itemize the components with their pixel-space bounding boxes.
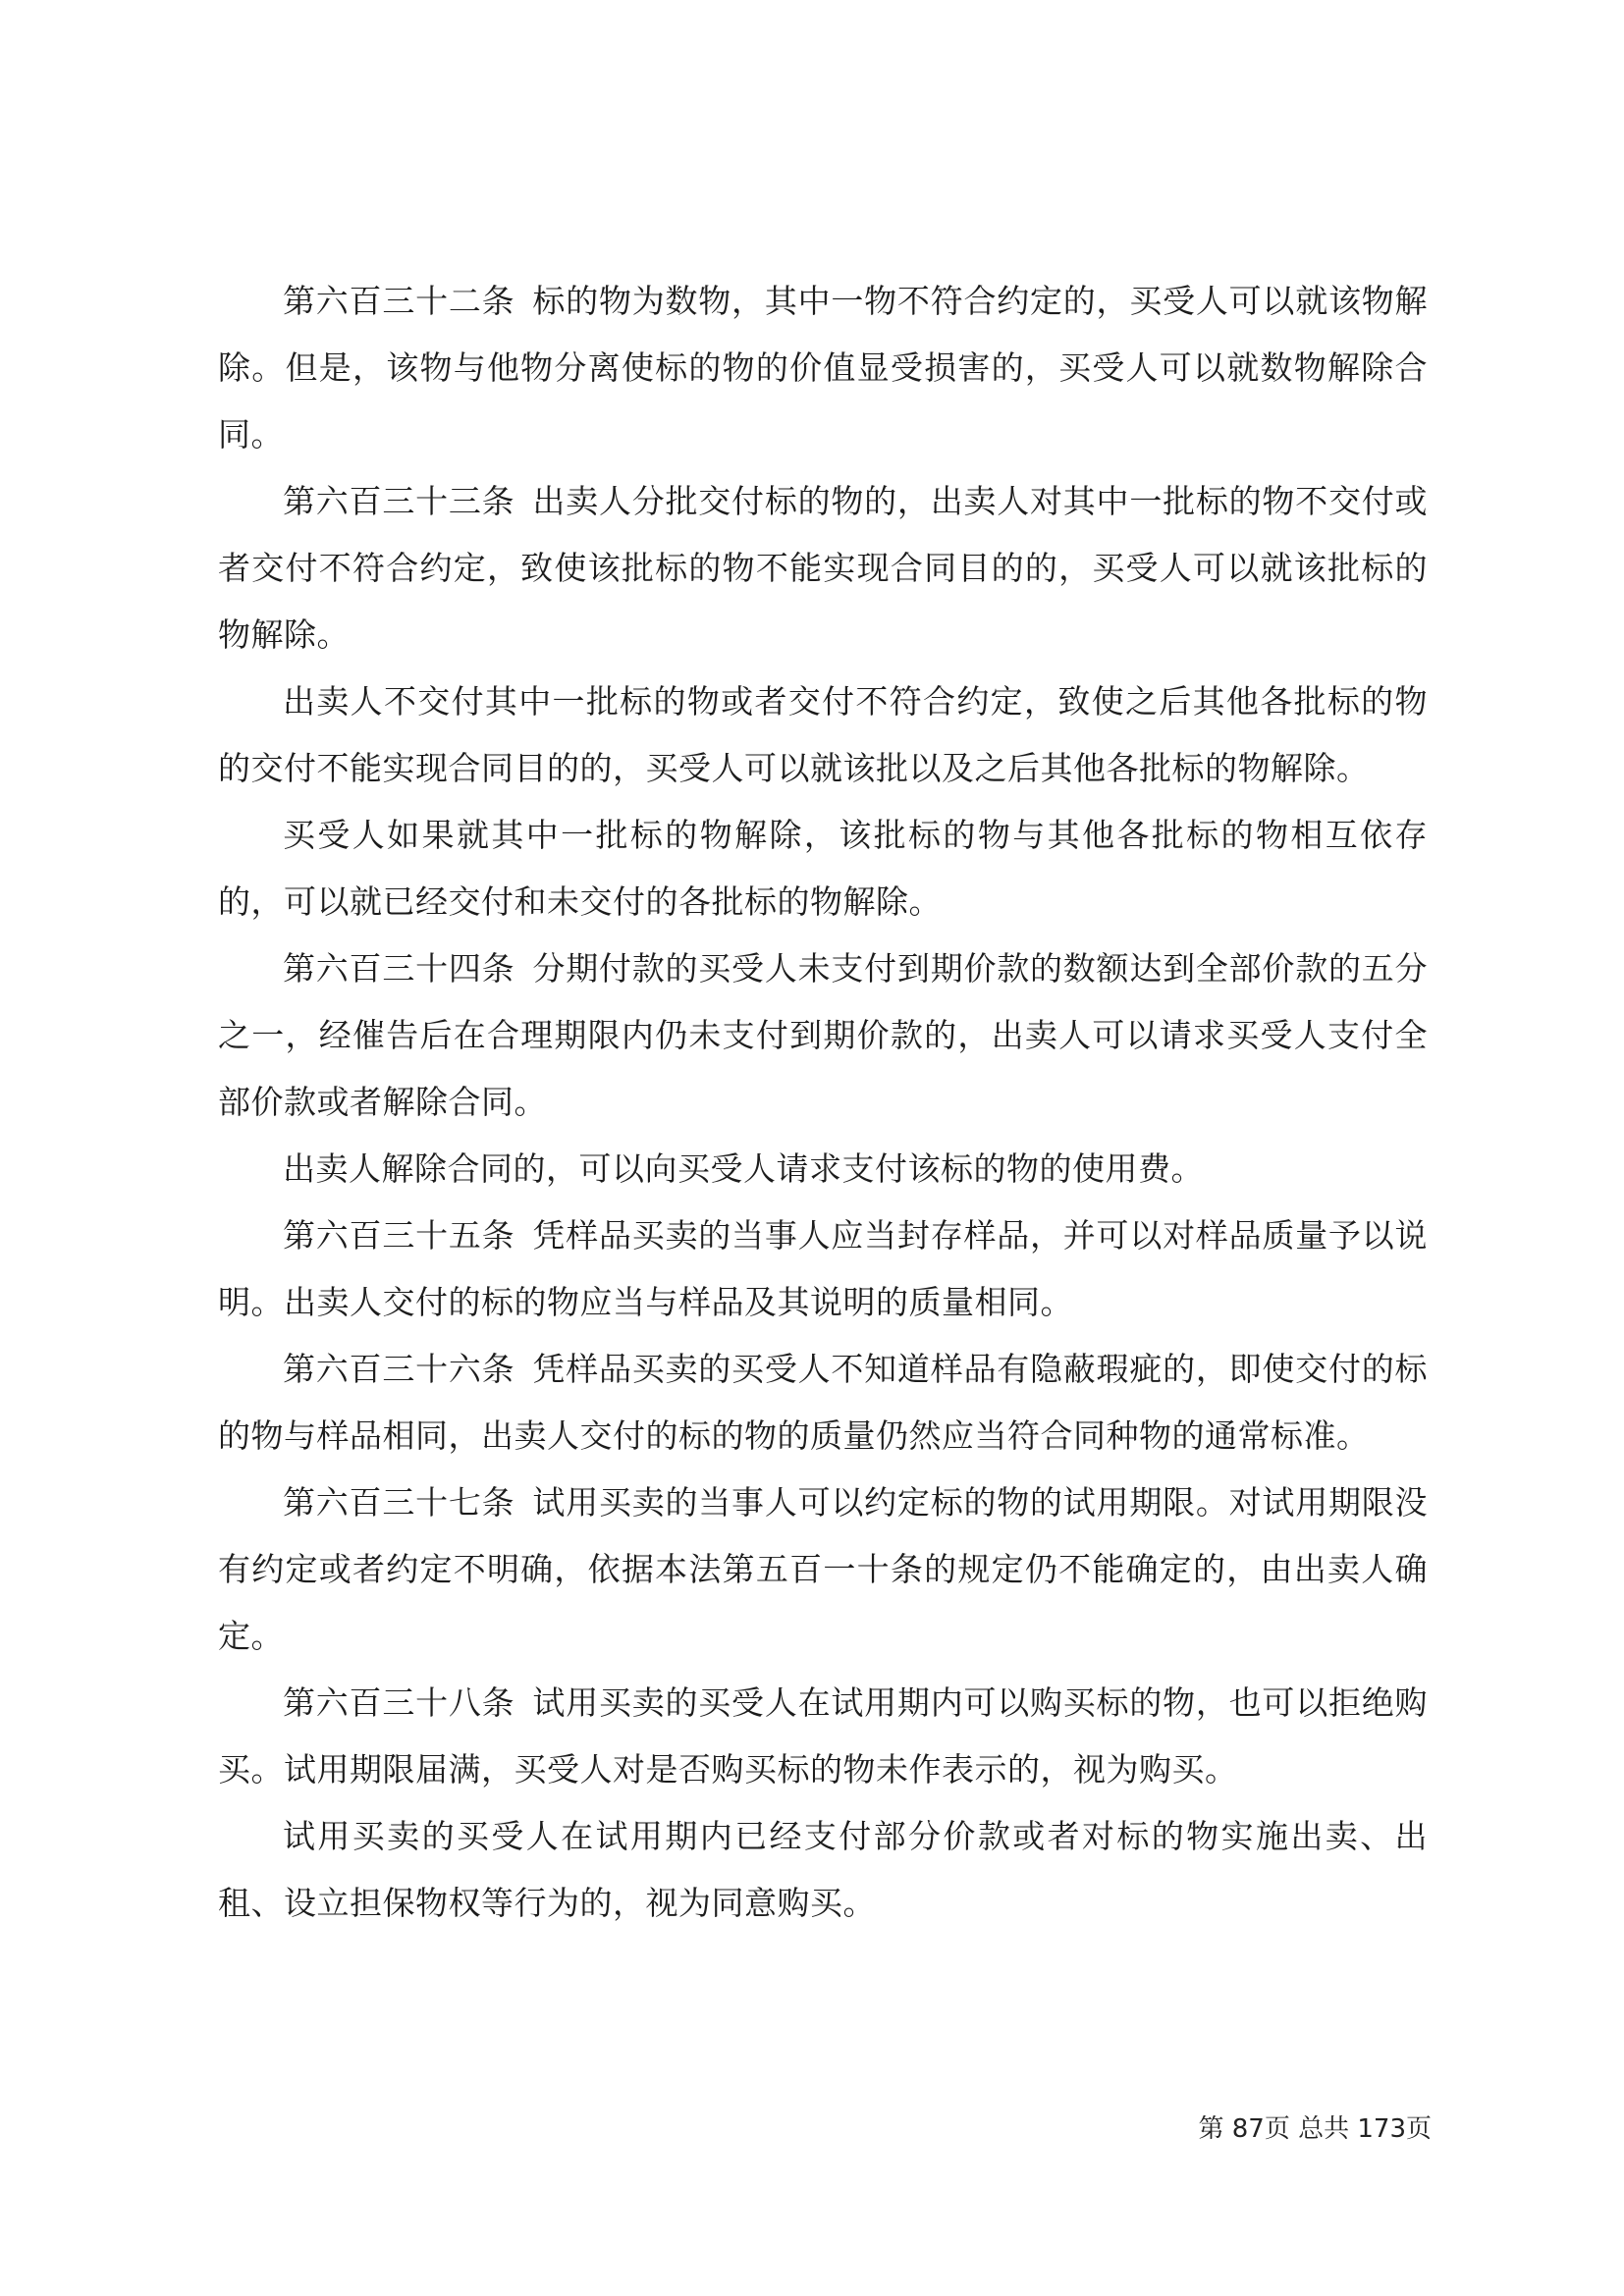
document-body [218, 268, 1428, 1937]
article-number: 第六百三十三条 [283, 482, 515, 520]
paragraph-text: 出卖人解除合同的，可以向买受人请求支付该标的物的使用费。 [283, 1149, 1204, 1188]
paragraph-text: 分期付款的买受人未支付到期价款的数额达到全部价款的五分之一，经催告后在合理期限内仍未支付到期价款的，出卖人可以请求买受人支付全部价款或者解除合同。 [218, 949, 1429, 1121]
paragraph-text: 出卖人分批交付标的物的，出卖人对其中一批标的物不交付或者交付不符合约定，致使该批标的物不能实现合同目的的，买受人可以就该批标的物解除。 [218, 482, 1429, 654]
paragraph [218, 1670, 1428, 1803]
paragraph-text: 出卖人不交付其中一批标的物或者交付不符合约定，致使之后其他各批标的物的交付不能实现合同目的的，买受人可以就该批以及之后其他各批标的物解除。 [218, 682, 1428, 787]
page-total: 总共 173页 [1298, 2114, 1432, 2144]
article-number: 第六百三十二条 [283, 282, 515, 320]
paragraph [218, 1336, 1428, 1469]
paragraph-text: 凭样品买卖的买受人不知道样品有隐蔽瑕疵的，即使交付的标的物与样品相同，出卖人交付的标的物的质量仍然应当符合同种物的通常标准。 [218, 1350, 1429, 1455]
paragraph-text: 试用买卖的当事人可以约定标的物的试用期限。对试用期限没有约定或者约定不明确，依据本法第五百一十条的规定仍不能确定的，由出卖人确定。 [218, 1483, 1429, 1655]
paragraph-text: 凭样品买卖的当事人应当封存样品，并可以对样品质量予以说明。出卖人交付的标的物应当与样品及其说明的质量相同。 [218, 1216, 1429, 1321]
paragraph-text: 试用买卖的买受人在试用期内可以购买标的物，也可以拒绝购买。试用期限届满，买受人对是否购买标的物未作表示的，视为购买。 [218, 1683, 1429, 1789]
paragraph [218, 802, 1428, 935]
paragraph [218, 1136, 1428, 1202]
article-number: 第六百三十四条 [283, 949, 515, 988]
paragraph [218, 668, 1428, 802]
article-number: 第六百三十六条 [283, 1350, 515, 1388]
paragraph-text: 试用买卖的买受人在试用期内已经支付部分价款或者对标的物实施出卖、出租、设立担保物权等行为的，视为同意购买。 [218, 1817, 1428, 1922]
paragraph [218, 935, 1428, 1136]
paragraph [218, 1202, 1428, 1336]
page-number: 第 87页 [1198, 2114, 1290, 2144]
paragraph [218, 468, 1428, 668]
article-number: 第六百三十八条 [283, 1683, 515, 1722]
paragraph [218, 1469, 1428, 1670]
paragraph [218, 1803, 1428, 1937]
article-number: 第六百三十五条 [283, 1216, 515, 1255]
page-footer [1198, 2112, 1432, 2146]
paragraph-text: 标的物为数物，其中一物不符合约定的，买受人可以就该物解除。但是，该物与他物分离使标的物的价值显受损害的，买受人可以就数物解除合同。 [218, 282, 1429, 454]
article-number: 第六百三十七条 [283, 1483, 515, 1522]
paragraph [218, 268, 1428, 468]
paragraph-text: 买受人如果就其中一批标的物解除，该批标的物与其他各批标的物相互依存的，可以就已经交付和未交付的各批标的物解除。 [218, 816, 1428, 921]
